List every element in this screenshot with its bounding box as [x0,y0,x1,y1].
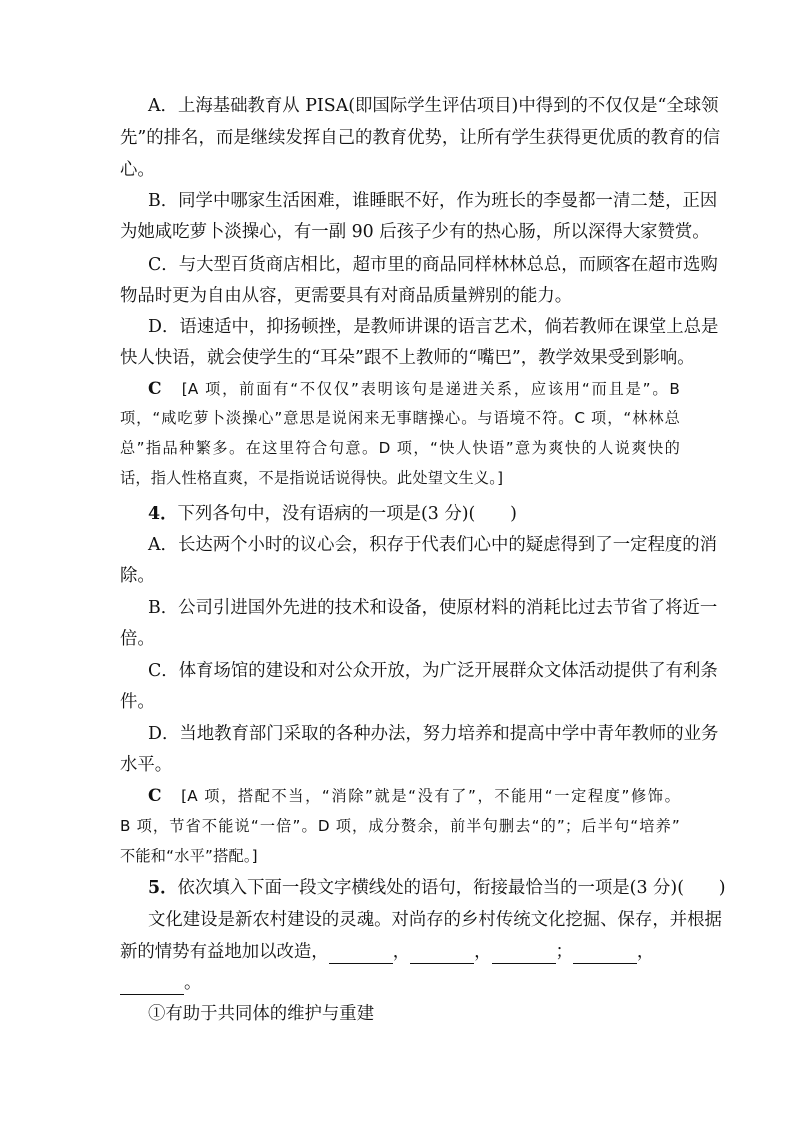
q5-option-1: ①有助于共同体的维护与重建 [148,1004,375,1024]
q4-stem [148,502,680,526]
q3-explanation-line2: 项，“咸吃萝卜淡操心”意思是说闲来无事瞎操心。与语境不符。C 项，“林林总 [120,409,680,427]
q4-option-b-line1: B．公司引进国外先进的技术和设备，使原材料的消耗比过去节省了将近一 [148,598,718,618]
q4-option-a-line2: 除。 [120,566,155,586]
q3-option-a-line1: A．上海基础教育从 PISA(即国际学生评估项目)中得到的不仅仅是“全球领 [148,96,719,116]
q3-explanation-line4: 话，指人性格直爽，不是指说话说得快。此处望文生义。] [120,469,504,487]
q5-semicolon: ； [555,942,573,962]
q5-blank-1 [329,945,393,964]
q5-passage-line2 [120,940,680,964]
q4-option-d-line1: D．当地教育部门采取的各种办法，努力培养和提高中学中青年教师的业务 [148,724,719,744]
q5-stem [148,876,726,900]
q3-option-d-line2: 快人快语，就会使学生的“耳朵”跟不上教师的“嘴巴”，教学效果受到影响。 [120,348,695,368]
q5-passage-line3 [120,971,680,995]
q5-blank-4 [573,945,637,964]
q4-number: 4． [148,504,178,524]
q4-option-c-line1: C．体育场馆的建设和对公众开放，为广泛开展群众文体活动提供了有利条 [148,661,718,681]
q5-comma-1: ， [392,942,411,962]
q4-explanation-line2: B 项，节省不能说“一倍”。D 项，成分赘余，前半句删去“的”；后半句“培养” [120,817,680,835]
q3-option-d-line1: D．语速适中，抑扬顿挫，是教师讲课的语言艺术，倘若教师在课堂上总是 [148,317,719,337]
q5-stem-text: 依次填入下面一段文字横线处的语句，衔接最恰当的一项是(3 分)( ) [177,878,726,898]
q3-explanation-line1 [148,378,680,400]
q4-explanation-line3: 不能和“水平”搭配。] [120,847,258,865]
q3-option-c-line1: C．与大型百货商店相比，超市里的商品同样林林总总，而顾客在超市选购 [148,255,718,275]
q4-answer-letter: C [148,786,162,806]
q4-option-d-line2: 水平。 [120,755,173,775]
q4-option-a-line1: A．长达两个小时的议心会，积存于代表们心中的疑虑得到了一定程度的消 [148,535,718,555]
q4-option-c-line2: 件。 [120,692,155,712]
q5-number: 5． [148,878,178,898]
q4-option-b-line2: 倍。 [120,629,155,649]
q3-option-c-line2: 物品时更为自由从容，更需要具有对商品质量辨别的能力。 [120,286,573,306]
q3-answer-letter: C [148,379,162,399]
q3-option-a-line3: 心。 [120,160,155,180]
q3-explanation-line3: 总”指品种繁多。在这里符合句意。D 项，“快人快语”意为爽快的人说爽快的 [120,439,680,457]
q4-explanation-text1: [A 项，搭配不当，“消除”就是“没有了”，不能用“一定程度”修饰。 [181,787,680,805]
q5-blank-3 [492,945,556,964]
q3-option-b-line1: B．同学中哪家生活困难，谁睡眠不好，作为班长的李曼都一清二楚，正因 [148,191,718,211]
q4-stem-text: 下列各句中，没有语病的一项是(3 分)( ) [177,504,517,524]
q5-comma-2: ， [474,942,492,962]
q3-explanation-text1: [A 项，前面有“不仅仅”表明该句是递进关系，应该用“而且是”。B [181,380,680,398]
q5-blank-5 [120,976,184,995]
q5-passage-text2: 新的情势有益地加以改造， [120,942,329,962]
q4-explanation-line1 [148,785,680,807]
q5-passage-line1: 文化建设是新农村建设的灵魂。对尚存的乡村传统文化挖掘、保存，并根据 [148,910,722,930]
q3-option-b-line2: 为她咸吃萝卜淡操心，有一副 90 后孩子少有的热心肠，所以深得大家赞赏。 [120,222,710,242]
q5-comma-3: ， [636,942,655,962]
q5-end-mark: 。 [184,973,202,993]
q5-blank-2 [410,945,474,964]
q3-option-a-line2: 先”的排名，而是继续发挥自己的教育优势，让所有学生获得更优质的教育的信 [120,128,721,148]
